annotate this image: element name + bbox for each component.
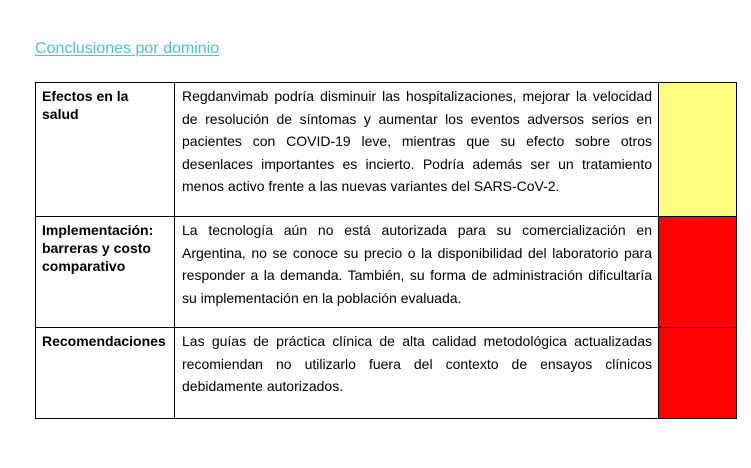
- table-row: [36, 217, 737, 328]
- status-color-cell: [659, 217, 737, 328]
- domain-conclusion-text: Las guías de práctica clínica de alta calidad metodológica actualizadas recomiendan no utilizarlo fuera del contexto de ensayos clínicos debidamente autorizados.: [175, 328, 659, 419]
- status-color-cell: [659, 328, 737, 419]
- section-heading[interactable]: Conclusiones por dominio: [35, 40, 220, 57]
- domain-conclusions-table: [35, 82, 737, 419]
- table-row: [36, 328, 737, 419]
- domain-label: Recomendaciones: [36, 328, 175, 419]
- domain-label: Implementación: barreras y costo comparativo: [36, 217, 175, 328]
- table-row: [36, 83, 737, 217]
- domain-conclusion-text: Regdanvimab podría disminuir las hospitalizaciones, mejorar la velocidad de resolución de síntomas y aumentar los eventos adversos serios en pacientes con COVID-19 leve, mientras que su efecto sobre otros desenlaces importantes es incierto. Podría además ser un tratamiento menos activo frente a las nuevas variantes del SARS-CoV-2.: [175, 83, 659, 217]
- domain-conclusion-text: La tecnología aún no está autorizada para su comercialización en Argentina, no se conoce su precio o la disponibilidad del laboratorio para responder a la demanda. También, su forma de administración dificultaría su implementación en la población evaluada.: [175, 217, 659, 328]
- status-color-cell: [659, 83, 737, 217]
- domain-label: Efectos en la salud: [36, 83, 175, 217]
